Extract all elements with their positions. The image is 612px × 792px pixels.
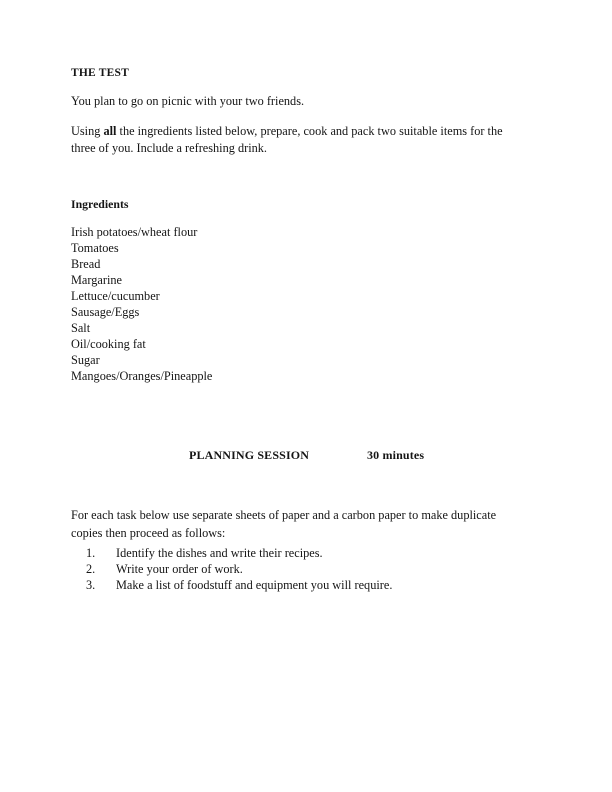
planning-session-header: [189, 448, 549, 463]
list-item: Sugar: [71, 353, 100, 368]
list-item: Salt: [71, 321, 91, 336]
list-item: Bread: [71, 256, 101, 271]
task-intro-paragraph: For each task below use separate sheets of paper and a carbon paper to make duplicate copies then proceed as follows:: [71, 508, 497, 540]
task-number: 3.: [86, 578, 96, 593]
list-item: Irish potatoes/wheat flour: [71, 224, 198, 239]
page-title: THE TEST: [71, 67, 129, 79]
instruction-paragraph: [71, 123, 526, 158]
task-text: Identify the dishes and write their recipes.: [116, 546, 323, 560]
task-number: 1.: [86, 546, 96, 560]
task-list-item: [86, 545, 536, 561]
task-number: 2.: [86, 562, 96, 577]
list-item: Lettuce/cucumber: [71, 288, 160, 303]
document-content: [71, 66, 543, 593]
instruction-emphasis-all: all: [103, 123, 117, 138]
list-item: Sausage/Eggs: [71, 304, 140, 319]
task-list-item: [86, 561, 536, 577]
list-item: Tomatoes: [71, 240, 119, 255]
spacer-before-ingredients: [71, 170, 543, 197]
task-text: Make a list of foodstuff and equipment you will require.: [116, 578, 393, 593]
task-text: Write your order of work.: [116, 562, 243, 577]
instruction-text-after-bold: the ingredients listed below, prepare, cook and pack two suitable items for the three of you. Include a refreshing drink.: [71, 123, 503, 155]
list-item: Margarine: [71, 272, 122, 287]
list-item: Oil/cooking fat: [71, 337, 146, 352]
task-list: [86, 545, 536, 594]
list-item: Mangoes/Oranges/Pineapple: [71, 369, 213, 384]
planning-session-row: [189, 448, 549, 463]
ingredients-heading: Ingredients: [71, 196, 129, 211]
task-list-item: [86, 577, 536, 593]
ingredients-list: [71, 224, 543, 385]
planning-session-duration: 30 minutes: [367, 448, 425, 462]
intro-paragraph: You plan to go on picnic with your two friends.: [71, 94, 305, 108]
instruction-text-before-bold: Using: [71, 123, 104, 138]
planning-session-title: PLANNING SESSION: [189, 448, 310, 462]
